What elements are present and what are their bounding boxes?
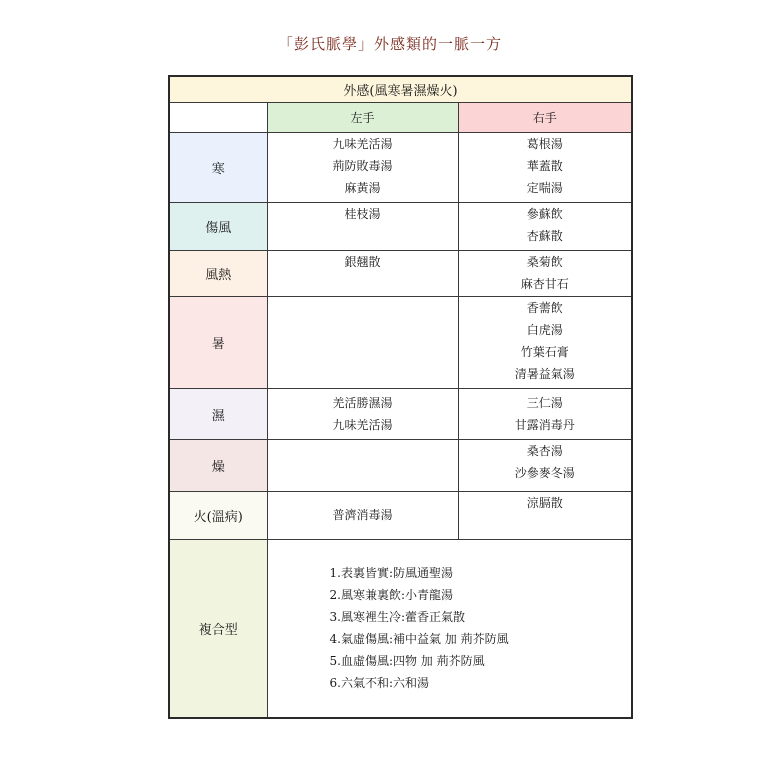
table-row: [169, 389, 632, 439]
right-formula-cell: [458, 439, 632, 491]
right-formula: 三仁湯: [526, 396, 563, 411]
category-cell: 寒: [169, 132, 267, 202]
right-formula: 竹葉石膏: [520, 345, 569, 360]
right-formula-cell: [458, 202, 632, 250]
category-cell: 風熱: [169, 251, 267, 297]
combo-item: 4.氣虛傷風:補中益氣 加 荊芥防風: [329, 632, 509, 647]
right-formula-cell: [458, 491, 632, 539]
right-formula-cell: [458, 389, 632, 439]
right-formula: 杏蘇散: [526, 228, 563, 243]
right-formula: 定喘湯: [526, 180, 563, 195]
combo-item: 2.風寒兼裏飲:小青龍湯: [329, 588, 453, 603]
left-formula-cell: [267, 251, 458, 297]
combo-item: 5.血虛傷風:四物 加 荊芥防風: [329, 654, 485, 669]
category-cell: 複合型: [169, 539, 267, 718]
left-formula-cell: [267, 132, 458, 202]
table-row: [169, 439, 632, 491]
left-formula: 桂枝湯: [344, 206, 381, 221]
corner-cell: [169, 102, 267, 132]
page-title: 「彭氏脈學」外感類的一脈一方: [277, 35, 502, 53]
right-formula: 桑菊飲: [526, 255, 563, 270]
category-cell: 傷風: [169, 202, 267, 250]
right-formula: 參蘇飲: [526, 206, 563, 221]
left-formula: 銀翹散: [344, 255, 381, 270]
table-row: [169, 491, 632, 539]
category-cell: 燥: [169, 439, 267, 491]
left-formula-cell: [267, 439, 458, 491]
prescription-table: [168, 75, 633, 719]
category-cell: 暑: [169, 297, 267, 389]
table-header: 外感(風寒暑濕燥火): [169, 76, 632, 102]
table-row-combo: [169, 539, 632, 718]
left-formula: 普濟消毒湯: [332, 508, 393, 523]
table-row: [169, 202, 632, 250]
right-formula: 甘露消毒丹: [514, 418, 575, 433]
right-formula-cell: [458, 132, 632, 202]
left-formula: 九味羌活湯: [332, 136, 393, 151]
right-formula: 涼膈散: [526, 495, 563, 510]
category-cell: 火(溫病): [169, 491, 267, 539]
right-formula: 清暑益氣湯: [514, 367, 575, 382]
left-formula: 荊防敗毒湯: [332, 158, 393, 173]
combo-item: 3.風寒裡生冷:藿香正氣散: [329, 610, 465, 625]
left-formula-cell: [267, 491, 458, 539]
table-row: [169, 251, 632, 297]
table-row: [169, 297, 632, 389]
right-formula: 香薷飲: [526, 301, 563, 316]
right-formula-cell: [458, 297, 632, 389]
right-formula: 華蓋散: [526, 158, 563, 173]
right-formula: 白虎湯: [526, 323, 563, 338]
combo-list: [267, 539, 632, 718]
left-formula-cell: [267, 297, 458, 389]
right-formula: 葛根湯: [526, 136, 563, 151]
combo-item: 1.表裏皆實:防風通聖湯: [329, 566, 453, 581]
left-formula-cell: [267, 202, 458, 250]
left-hand-header: 左手: [267, 102, 458, 132]
left-formula: 麻黃湯: [344, 180, 381, 195]
right-formula: 桑杏湯: [526, 443, 563, 458]
right-formula: 麻杏甘石: [520, 277, 569, 292]
table-row: [169, 132, 632, 202]
right-formula-cell: [458, 251, 632, 297]
right-formula: 沙參麥冬湯: [514, 465, 575, 480]
right-hand-header: 右手: [458, 102, 632, 132]
left-formula-cell: [267, 389, 458, 439]
left-formula: 九味羌活湯: [332, 418, 393, 433]
category-cell: 濕: [169, 389, 267, 439]
combo-item: 6.六氣不和:六和湯: [329, 676, 429, 691]
left-formula: 羌活勝濕湯: [332, 396, 393, 411]
